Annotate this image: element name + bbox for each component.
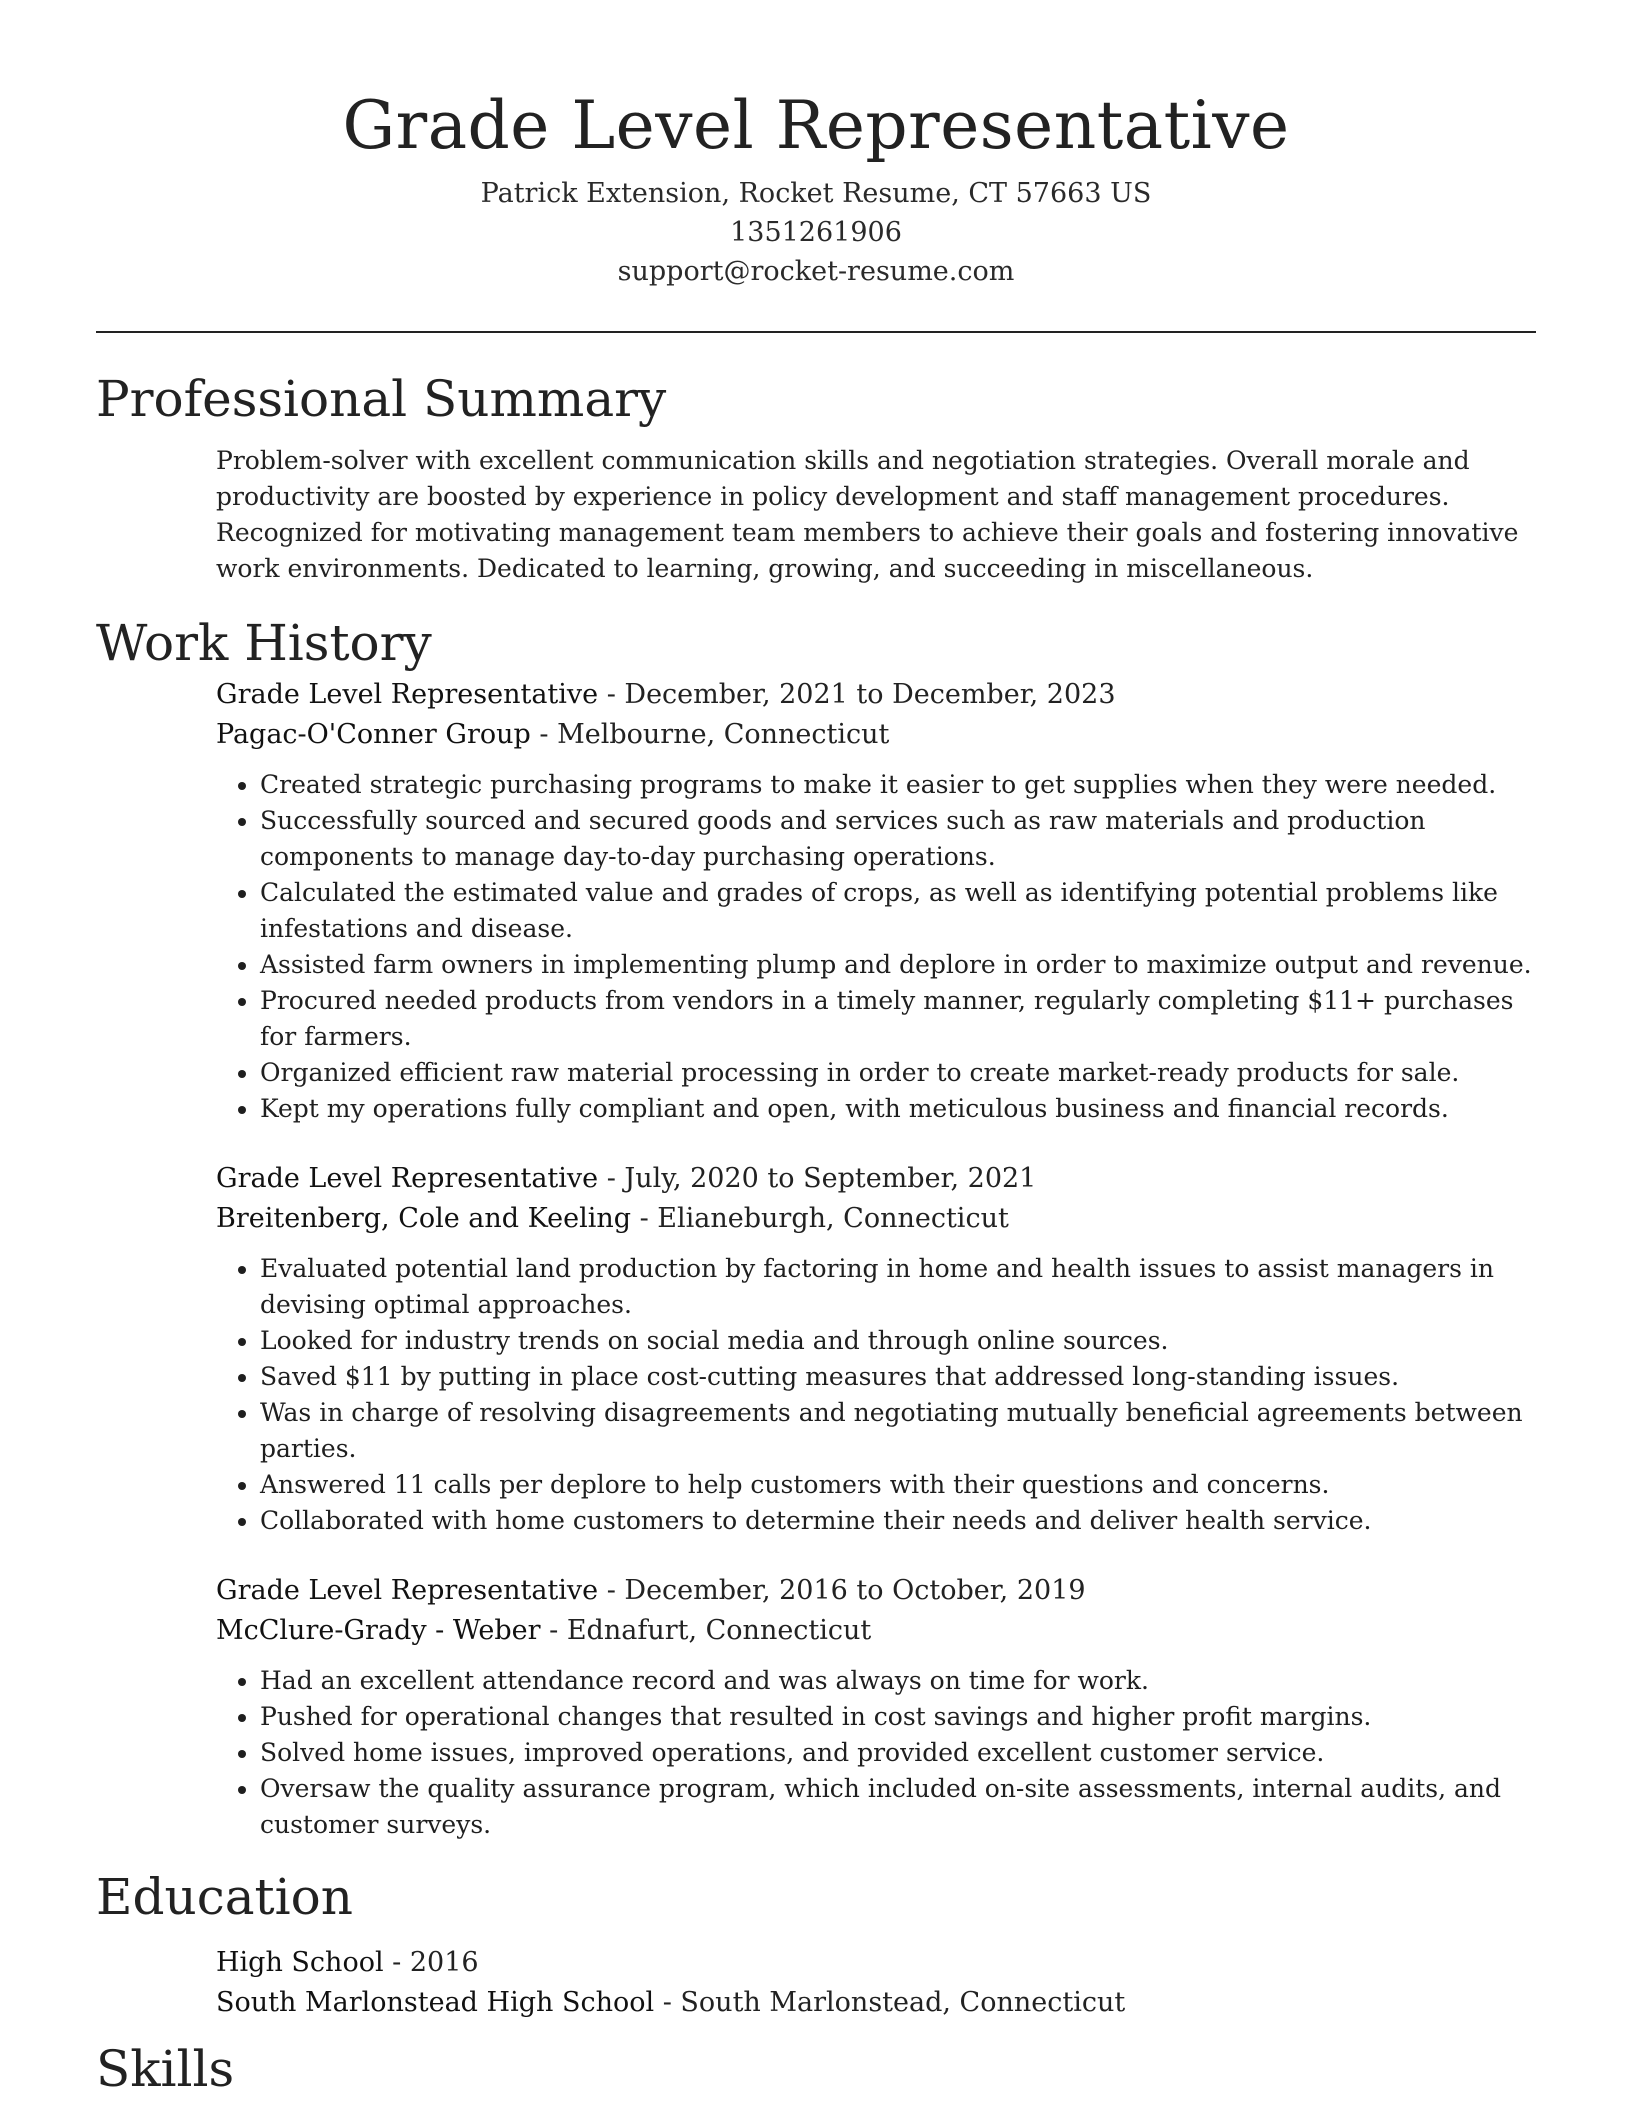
section-title-skills: Skills bbox=[96, 2040, 235, 2098]
education-year: - 2016 bbox=[383, 1947, 479, 1978]
contact-phone: 1351261906 bbox=[730, 217, 902, 248]
list-item: • Answered 11 calls per deplore to help customers with their questions and concerns. bbox=[260, 1467, 1536, 1503]
job-dates: - December, 2016 to October, 2019 bbox=[598, 1575, 1086, 1606]
summary-text: Problem-solver with excellent communication skills and negotiation strategies. Overall morale and productivity are boosted by experience in policy development and staff management procedures. Recognized for motivating management team members to achieve their goals and fostering innovative work environments. Dedicated to learning, growing, and succeeding in miscellaneous. bbox=[216, 446, 1519, 583]
list-item: • Pushed for operational changes that resulted in cost savings and higher profit margins. bbox=[260, 1699, 1536, 1735]
job-title: Grade Level Representative bbox=[216, 1575, 599, 1606]
resume-header bbox=[96, 0, 1536, 291]
job-company: McClure-Grady - Weber bbox=[216, 1615, 541, 1646]
job-entry bbox=[216, 675, 1536, 1127]
job-title: Grade Level Representative bbox=[216, 1163, 599, 1194]
job-location: - Elianeburgh, Connecticut bbox=[631, 1203, 1009, 1234]
candidate-name: Grade Level Representative bbox=[342, 87, 1290, 164]
contact-email: support@rocket-resume.com bbox=[617, 256, 1015, 287]
education-school-line bbox=[216, 1983, 1536, 2023]
section-title-work-history: Work History bbox=[96, 614, 432, 672]
education-location: - South Marlonstead, Connecticut bbox=[654, 1987, 1126, 2018]
list-item: • Procured needed products from vendors in a timely manner, regularly completing $11+ purchases for farmers. bbox=[260, 983, 1536, 1055]
job-title-line bbox=[216, 1571, 1536, 1611]
list-item: • Solved home issues, improved operations, and provided excellent customer service. bbox=[260, 1735, 1536, 1771]
job-title-line bbox=[216, 1159, 1536, 1199]
job-company-line bbox=[216, 715, 1536, 755]
job-title: Grade Level Representative bbox=[216, 679, 599, 710]
education-school: South Marlonstead High School bbox=[216, 1987, 655, 2018]
section-title-summary: Professional Summary bbox=[96, 370, 667, 428]
education-degree: High School bbox=[216, 1947, 384, 1978]
contact-address: Patrick Extension, Rocket Resume, CT 57663 US bbox=[480, 178, 1152, 209]
list-item: • Collaborated with home customers to determine their needs and deliver health service. bbox=[260, 1503, 1536, 1539]
list-item: • Kept my operations fully compliant and open, with meticulous business and financial records. bbox=[260, 1091, 1536, 1127]
job-entry bbox=[216, 1571, 1536, 1843]
list-item: • Evaluated potential land production by factoring in home and health issues to assist managers in devising optimal approaches. bbox=[260, 1251, 1536, 1323]
list-item: • Had an excellent attendance record and was always on time for work. bbox=[260, 1663, 1536, 1699]
list-item: • Oversaw the quality assurance program, which included on-site assessments, internal audits, and customer surveys. bbox=[260, 1771, 1536, 1843]
job-bullets bbox=[216, 1663, 1536, 1843]
list-item: • Successfully sourced and secured goods and services such as raw materials and production components to manage day-to-day purchasing operations. bbox=[260, 803, 1536, 875]
job-title-line bbox=[216, 675, 1536, 715]
education-degree-line bbox=[216, 1943, 1536, 1983]
job-location: - Melbourne, Connecticut bbox=[530, 719, 890, 750]
job-bullets bbox=[216, 1251, 1536, 1539]
list-item: • Saved $11 by putting in place cost-cutting measures that addressed long-standing issues. bbox=[260, 1359, 1536, 1395]
job-bullets bbox=[216, 767, 1536, 1127]
job-company: Pagac-O'Conner Group bbox=[216, 719, 531, 750]
section-title-education: Education bbox=[96, 1868, 353, 1926]
list-item: • Was in charge of resolving disagreements and negotiating mutually beneficial agreements between parties. bbox=[260, 1395, 1536, 1467]
job-company: Breitenberg, Cole and Keeling bbox=[216, 1203, 632, 1234]
job-entry bbox=[216, 1159, 1536, 1539]
list-item: • Calculated the estimated value and grades of crops, as well as identifying potential problems like infestations and disease. bbox=[260, 875, 1536, 947]
job-company-line bbox=[216, 1199, 1536, 1239]
job-dates: - July, 2020 to September, 2021 bbox=[598, 1163, 1037, 1194]
list-item: • Organized efficient raw material processing in order to create market-ready products for sale. bbox=[260, 1055, 1536, 1091]
list-item: • Created strategic purchasing programs to make it easier to get supplies when they were needed. bbox=[260, 767, 1536, 803]
job-dates: - December, 2021 to December, 2023 bbox=[598, 679, 1116, 710]
job-company-line bbox=[216, 1611, 1536, 1651]
job-location: - Ednafurt, Connecticut bbox=[540, 1615, 872, 1646]
work-history-list bbox=[216, 675, 1536, 1843]
header-divider bbox=[96, 331, 1536, 333]
resume-page bbox=[96, 0, 1536, 2101]
education-entry bbox=[216, 1943, 1536, 2023]
list-item: • Looked for industry trends on social media and through online sources. bbox=[260, 1323, 1536, 1359]
list-item: • Assisted farm owners in implementing plump and deplore in order to maximize output and revenue. bbox=[260, 947, 1536, 983]
